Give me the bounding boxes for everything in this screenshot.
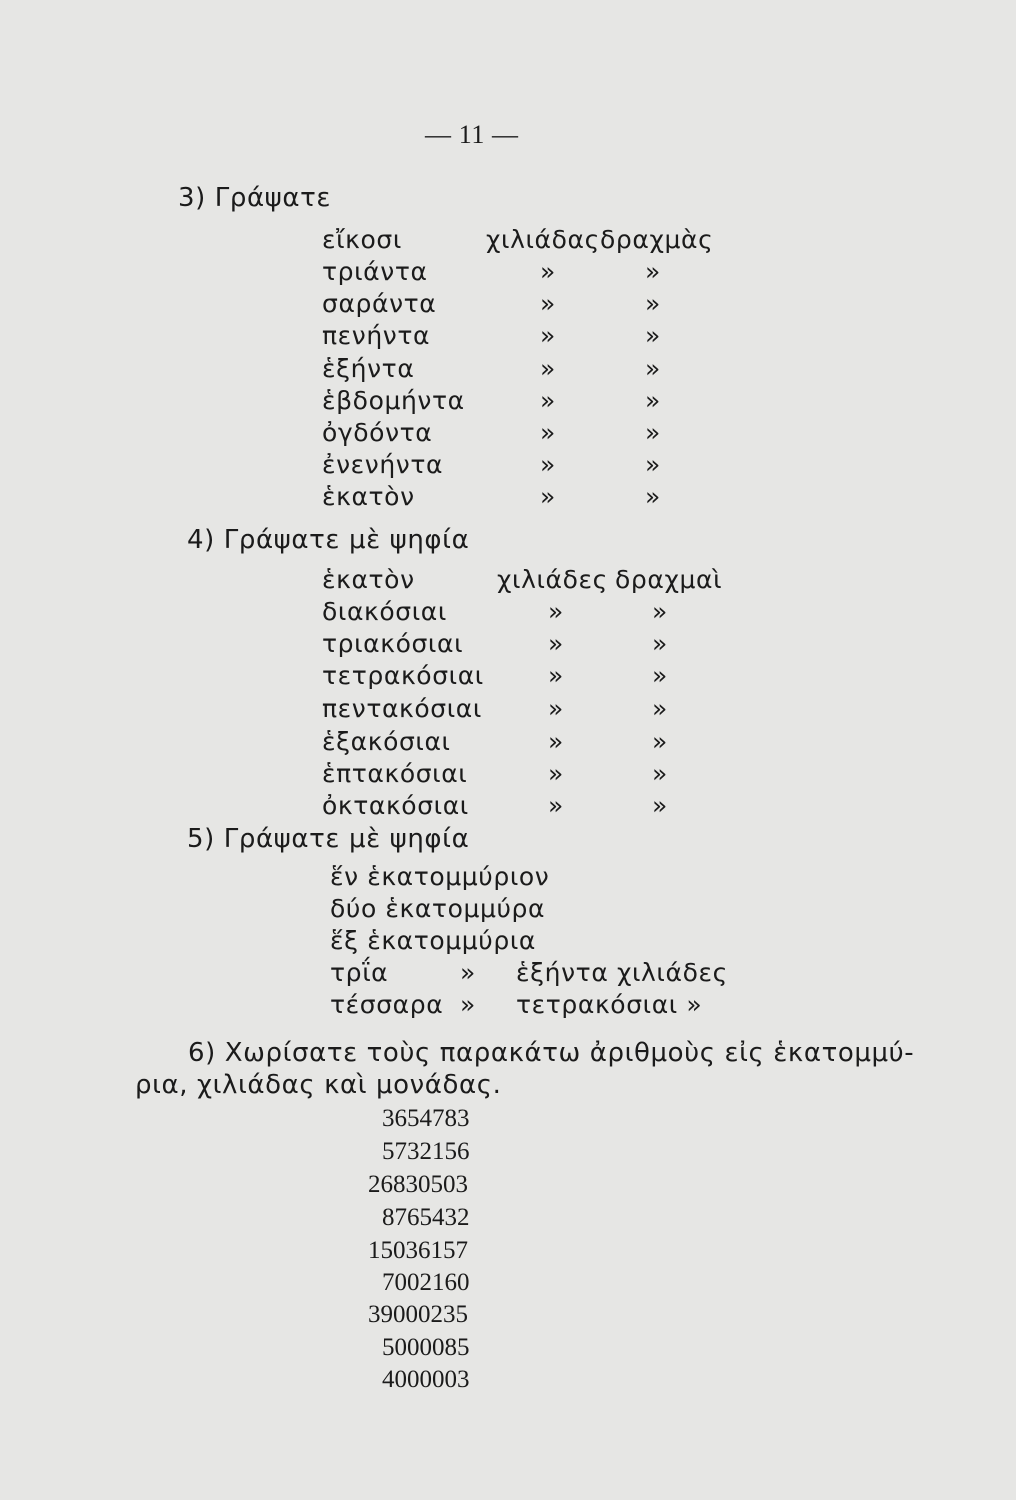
ex3-row-ditto: » <box>645 386 661 415</box>
ex3-row-ditto: » <box>645 418 661 447</box>
ex4-row-word: ἑκατὸν <box>322 565 415 594</box>
ex3-row-word: τριάντα <box>322 257 428 286</box>
number-item: 5000085 <box>382 1334 470 1361</box>
ex4-row-word: τριακόσιαι <box>322 629 464 658</box>
ex4-row-word: πεντακόσιαι <box>322 694 482 723</box>
ex3-row-ditto: » <box>540 386 556 415</box>
number-item: 5732156 <box>382 1138 470 1165</box>
ex5-line: ἕξ ἑκατομμύρια <box>330 926 536 955</box>
exercise-6-heading-cont: ρια, χιλιάδας καὶ μονάδας. <box>135 1070 502 1100</box>
ex5-row-ditto: » <box>460 990 476 1019</box>
ex4-row-ditto: » <box>652 661 668 690</box>
ex3-row-word: εἴκοσι <box>322 225 402 254</box>
ex4-row-word: διακόσιαι <box>322 597 447 626</box>
ex3-row-unit: χιλιάδας <box>486 225 600 254</box>
ex3-row-ditto: » <box>645 257 661 286</box>
ex3-row-ditto: » <box>645 289 661 318</box>
ex3-row-word: ἐνενήντα <box>322 450 444 479</box>
ex3-row-word: ὀγδόντα <box>322 418 433 447</box>
ex3-row-word: πενήντα <box>322 321 431 350</box>
ex3-row-currency: δραχμὰς <box>600 225 714 254</box>
ex4-row-word: ἑξακόσιαι <box>322 727 451 756</box>
ex3-row-ditto: » <box>645 482 661 511</box>
page-number: — 11 — <box>425 120 519 149</box>
number-item: 8765432 <box>382 1204 470 1231</box>
ex5-row-rest: τετρακόσιαι » <box>516 990 703 1019</box>
exercise-5-heading: 5) Γράψατε μὲ ψηφία <box>187 824 470 854</box>
ex4-row-ditto: » <box>548 759 564 788</box>
ex4-row-ditto: » <box>652 597 668 626</box>
ex4-row-ditto: » <box>652 727 668 756</box>
ex3-row-ditto: » <box>540 257 556 286</box>
ex4-row-unit: χιλιάδες <box>497 565 608 594</box>
ex3-row-ditto: » <box>645 321 661 350</box>
ex4-row-word: ὀκτακόσιαι <box>322 791 469 820</box>
ex4-row-ditto: » <box>548 694 564 723</box>
ex3-row-ditto: » <box>540 354 556 383</box>
ex3-row-ditto: » <box>540 418 556 447</box>
number-item: 3654783 <box>382 1105 470 1132</box>
ex4-row-ditto: » <box>652 629 668 658</box>
number-item: 39000235 <box>368 1301 468 1328</box>
ex4-row-word: ἑπτακόσιαι <box>322 759 468 788</box>
ex4-row-ditto: » <box>548 791 564 820</box>
exercise-6-heading: 6) Χωρίσατε τοὺς παρακάτω ἀριθμοὺς εἰς ἑκατομμύ- <box>188 1038 915 1068</box>
ex5-row-word: τρΐα <box>330 958 389 987</box>
number-item: 15036157 <box>368 1237 468 1264</box>
ex3-row-ditto: » <box>540 482 556 511</box>
ex3-row-word: ἑκατὸν <box>322 482 415 511</box>
number-item: 7002160 <box>382 1269 470 1296</box>
ex4-row-ditto: » <box>548 661 564 690</box>
ex5-row-ditto: » <box>460 958 476 987</box>
ex5-line: ἕν ἑκατομμύριον <box>330 862 550 891</box>
ex4-row-ditto: » <box>548 597 564 626</box>
ex3-row-ditto: » <box>540 289 556 318</box>
ex4-row-word: τετρακόσιαι <box>322 661 484 690</box>
ex3-row-word: σαράντα <box>322 289 437 318</box>
ex3-row-ditto: » <box>645 354 661 383</box>
ex4-row-ditto: » <box>652 759 668 788</box>
ex4-row-ditto: » <box>652 791 668 820</box>
number-item: 4000003 <box>382 1366 470 1393</box>
ex3-row-word: ἑξήντα <box>322 354 415 383</box>
ex5-row-rest: ἑξήντα χιλιάδες <box>516 958 728 987</box>
number-item: 26830503 <box>368 1171 468 1198</box>
exercise-3-heading: 3) Γράψατε <box>178 183 332 213</box>
ex4-row-ditto: » <box>652 694 668 723</box>
ex3-row-ditto: » <box>645 450 661 479</box>
ex4-row-currency: δραχμαὶ <box>615 565 723 594</box>
ex3-row-ditto: » <box>540 450 556 479</box>
exercise-4-heading: 4) Γράψατε μὲ ψηφία <box>187 525 470 555</box>
ex5-line: δύο ἑκατομμύρα <box>330 894 546 923</box>
ex4-row-ditto: » <box>548 629 564 658</box>
ex4-row-ditto: » <box>548 727 564 756</box>
ex5-row-word: τέσσαρα <box>330 990 444 1019</box>
ex3-row-word: ἑβδομήντα <box>322 386 465 415</box>
ex3-row-ditto: » <box>540 321 556 350</box>
